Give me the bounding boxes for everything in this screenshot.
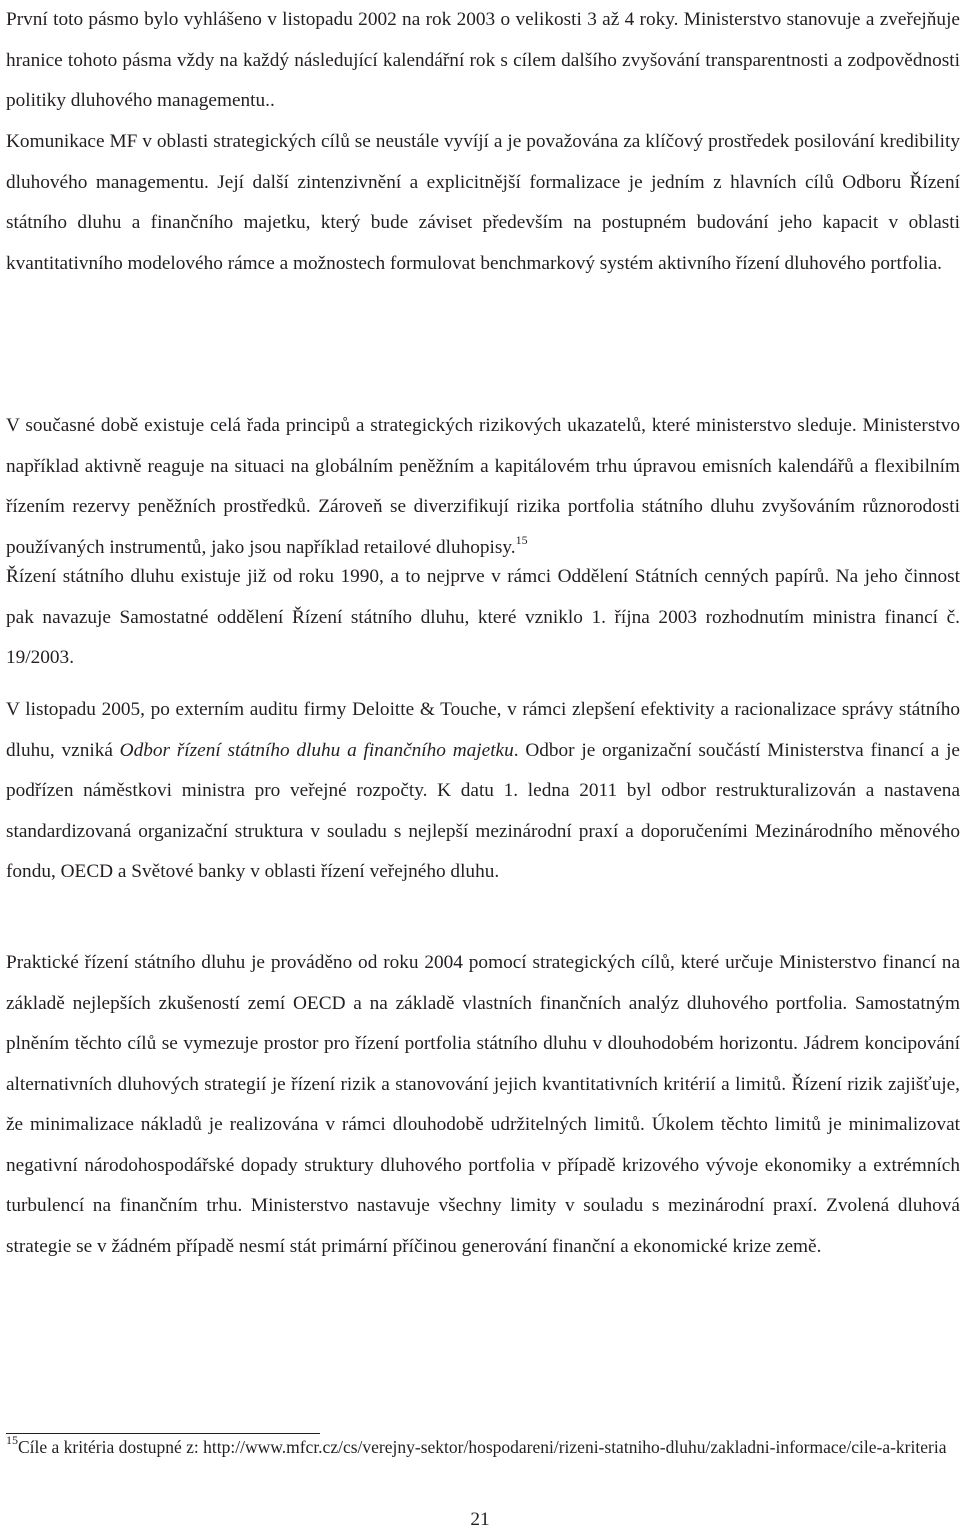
- footnote-separator: [6, 1433, 320, 1434]
- paragraph-text: Řízení státního dluhu existuje již od roku 1990, a to nejprve v rámci Oddělení Státních cenných papírů. Na jeho činnost pak navazuje Samostatné oddělení Řízení státního dluhu, které vzniklo 1. října 2003 rozhodnutím ministra financí č. 19/2003.: [6, 566, 960, 668]
- paragraph-history: [6, 557, 960, 679]
- paragraph-text: Praktické řízení státního dluhu je prováděno od roku 2004 pomocí strategických cílů, které určuje Ministerstvo financí na základě nejlepších zkušeností zemí OECD a na základě vlastních finančních analýz dluhového portfolia. Samostatným plněním těchto cílů se vymezuje prostor pro řízení portfolia státního dluhu v dlouhodobém horizontu. Jádrem koncipování alternativních dluhových strategií je řízení rizik a stanovování jejich kvantitativních kritérií a limitů. Řízení rizik zajišťuje, že minimalizace nákladů je realizována v rámci dlouhodobě udržitelných limitů. Úkolem těchto limitů je minimalizovat negativní národohospodářské dopady struktury dluhového portfolia v případě krizového vývoje ekonomiky a extrémních turbulencí na finančním trhu. Ministerstvo nastavuje všechny limity v souladu s mezinárodní praxí. Zvolená dluhová strategie se v žádném případě nesmí stát primární příčinou generování finanční a ekonomické krize země.: [6, 952, 960, 1257]
- page-number: 21: [470, 1509, 490, 1530]
- paragraph-text: Komunikace MF v oblasti strategických cílů se neustále vyvíjí a je považována za klíčový prostředek posilování kredibility dluhového managementu. Její další zintenzivnění a explicitnější formalizace je jedním z hlavních cílů Odboru Řízení státního dluhu a finančního majetku, který bude záviset především na postupném budování jeho kapacit v oblasti kvantitativního modelového rámce a možnostech formulovat benchmarkový systém aktivního řízení dluhového portfolia.: [6, 131, 960, 274]
- paragraph-benchmark-band: [6, 0, 960, 122]
- paragraph-practical-management: [6, 943, 960, 1267]
- paragraph-text: V současné době existuje celá řada principů a strategických rizikových ukazatelů, které ministerstvo sleduje. Ministerstvo například aktivně reaguje na situaci na globálním peněžním a kapitálovém trhu úpravou emisních kalendářů a flexibilním řízením rezervy peněžních prostředků. Zároveň se diverzifikují rizika portfolia státního dluhu zvyšováním různorodosti používaných instrumentů, jako jsou například retailové dluhopisy.: [6, 415, 960, 558]
- footnote: [6, 1433, 960, 1459]
- paragraph-risk-indicators: [6, 406, 960, 568]
- department-name: Odbor řízení státního dluhu a finančního majetku: [119, 739, 514, 761]
- paragraph-text-after: . Odbor je organizační součástí Ministerstva financí a je podřízen náměstkovi ministra pro veřejné rozpočty. K datu 1. ledna 2011 byl odbor restrukturalizován a nastavena standardizovaná organizační struktura v souladu s nejlepší mezinárodní praxí a doporučeními Mezinárodního měnového fondu, OECD a Světové banky v oblasti řízení veřejného dluhu.: [6, 739, 960, 882]
- paragraph-audit: [6, 690, 960, 893]
- footnote-number: 15: [6, 1433, 18, 1447]
- paragraph-text-before: V listopadu 2005, po externím auditu firmy Deloitte & Touche, v rámci zlepšení efektivity a racionalizace správy státního dluhu, vzniká: [6, 699, 960, 761]
- paragraph-communication: [6, 122, 960, 284]
- footnote-text: Cíle a kritéria dostupné z: http://www.mfcr.cz/cs/verejny-sektor/hospodareni/rizeni-statniho-dluhu/zakladni-informace/cile-a-kriteria: [18, 1437, 947, 1457]
- paragraph-text: První toto pásmo bylo vyhlášeno v listopadu 2002 na rok 2003 o velikosti 3 až 4 roky. Ministerstvo stanovuje a zveřejňuje hranice tohoto pásma vždy na každý následující kalendářní rok s cílem dalšího zvyšování transparentnosti a zodpovědnosti politiky dluhového managementu..: [6, 9, 960, 111]
- footnote-reference[interactable]: 15: [515, 532, 528, 547]
